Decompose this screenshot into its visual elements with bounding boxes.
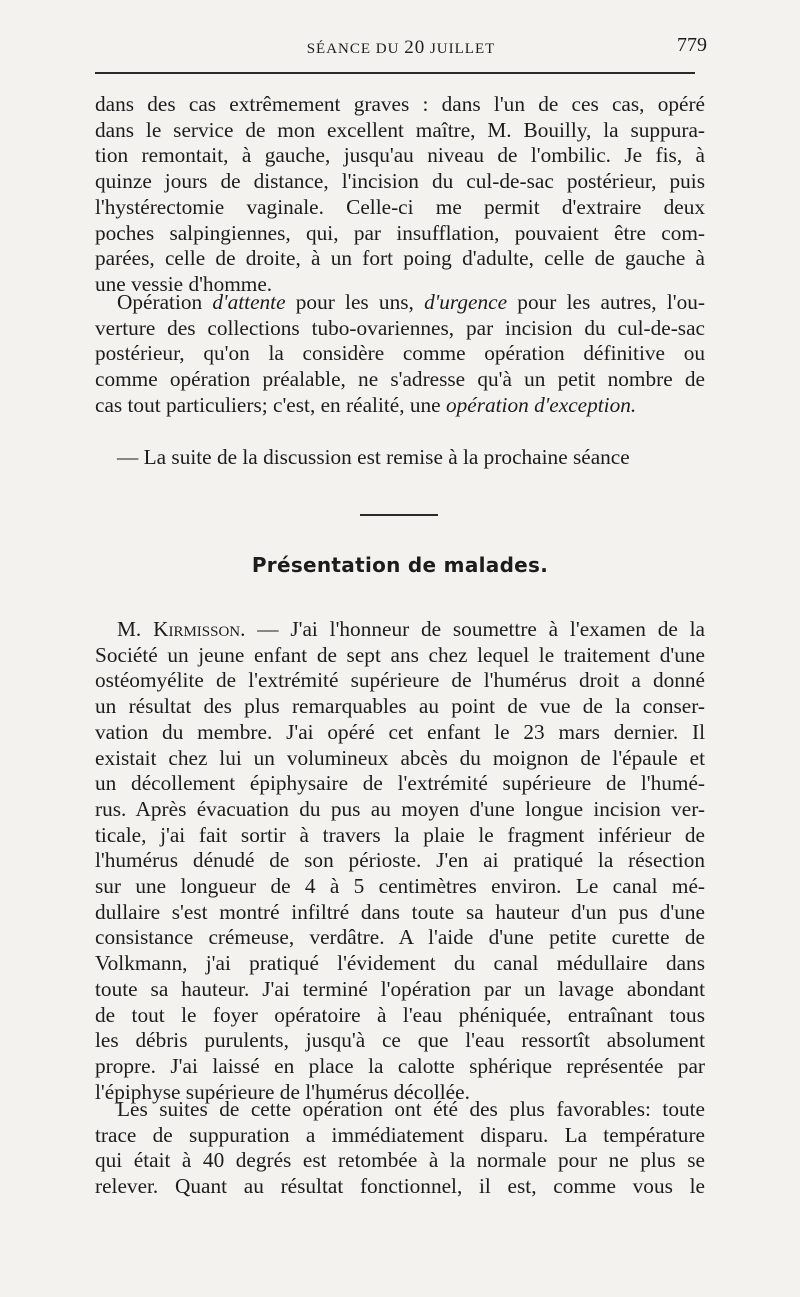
text-line: existait chez lui un volumineux abcès du moignon de l'épaule et (95, 745, 705, 770)
running-head-title-part: SÉANCE DU (306, 41, 405, 57)
text-line: Société un jeune enfant de sept ans chez lequel le traitement d'une (95, 642, 705, 667)
paragraph-kirmisson (95, 617, 705, 1105)
paragraph-continued (95, 92, 705, 298)
text-line (95, 393, 705, 419)
text-line: ostéomyélite de l'extrémité supérieure de l'humérus droit a donné (95, 668, 705, 693)
text-line: postérieur, qu'on la considère comme opération définitive ou (95, 341, 705, 366)
text-line: toute sa hauteur. J'ai terminé l'opération par un lavage abondant (95, 976, 705, 1001)
text-line: consistance crémeuse, verdâtre. A l'aide d'une petite curette de (95, 925, 705, 950)
text-run: — J'ai l'honneur de soumettre à l'examen de la (245, 617, 705, 641)
section-heading: Présentation de malades. (251, 553, 549, 577)
running-head-title (95, 37, 707, 59)
text-line: parées, celle de droite, à un fort poing d'adulte, celle de gauche à (95, 246, 705, 271)
paragraph-suites (95, 1097, 705, 1200)
paragraph-operation (95, 290, 705, 419)
text-line: une vessie d'homme. (95, 271, 273, 296)
text-line: sur une longueur de 4 à 5 centimètres environ. Le canal mé- (95, 874, 705, 899)
italic-term: opération d'exception. (445, 392, 637, 417)
page-number: 779 (677, 34, 707, 56)
running-head-title-part: JUILLET (425, 41, 496, 57)
text-line: Les suites de cette opération ont été des plus favorables: toute (117, 1097, 705, 1121)
text-line: propre. J'ai laissé en place la calotte sphérique représentée par (95, 1053, 705, 1078)
text-line: poches salpingiennes, qui, par insufflation, pouvaient être com- (95, 220, 705, 245)
text-line: relever. Quant au résultat fonctionnel, il est, comme vous le (95, 1174, 705, 1199)
italic-term: d'attente (212, 290, 286, 314)
header-rule (95, 72, 695, 74)
text-run: Opération (117, 290, 213, 314)
italic-term: d'urgence (424, 290, 508, 314)
text-run: pour les uns, (285, 290, 425, 314)
running-head-date-number: 20 (404, 37, 426, 58)
text-line: tion remontait, à gauche, jusqu'au niveau de l'ombilic. Je fis, à (95, 143, 705, 168)
section-separator (360, 514, 438, 516)
text-line: comme opération préalable, ne s'adresse qu'à un petit nombre de (95, 367, 705, 392)
text-line: dullaire s'est montré infiltré dans toute sa hauteur d'un pus d'une (95, 899, 705, 924)
text-line: rus. Après évacuation du pus au moyen d'une longue incision ver- (95, 796, 705, 821)
text-line: ticale, j'ai fait sortir à travers la plaie le fragment inférieur de (95, 822, 705, 847)
text-line: un résultat des plus remarquables au point de vue de la conser- (95, 694, 705, 719)
text-line (95, 617, 705, 643)
text-line: trace de suppuration a immédiatement disparu. La température (95, 1122, 705, 1147)
text-line: verture des collections tubo-ovariennes, par incision du cul-de-sac (95, 315, 705, 340)
text-run: pour les autres, l'ou- (507, 290, 705, 314)
text-line (95, 290, 705, 316)
text-line: Volkmann, j'ai pratiqué l'évidement du canal médullaire dans (95, 951, 705, 976)
text-line: dans le service de mon excellent maître, M. Bouilly, la suppura- (95, 117, 705, 142)
text-line: l'épiphyse supérieure de l'humérus décollée. (95, 1079, 470, 1104)
discussion-note: — La suite de la discussion est remise à la prochaine séance (117, 445, 630, 469)
text-line: qui était à 40 degrés est retombée à la normale pour ne plus se (95, 1148, 705, 1173)
text-line: vation du membre. J'ai opéré cet enfant le 23 mars dernier. Il (95, 719, 705, 744)
speaker-name: M. Kirmisson. (117, 617, 246, 641)
text-line: quinze jours de distance, l'incision du cul-de-sac postérieur, puis (95, 169, 705, 194)
running-head (95, 34, 707, 58)
text-line: un décollement épiphysaire de l'extrémité supérieure de l'humé- (95, 771, 705, 796)
text-run: cas tout particuliers; c'est, en réalité, une (95, 392, 446, 417)
text-line: de tout le foyer opératoire à l'eau phéniquée, entraînant tous (95, 1002, 705, 1027)
text-line: l'humérus dénudé de son périoste. J'en ai pratiqué la résection (95, 848, 705, 873)
text-line: les débris purulents, jusqu'à ce que l'eau ressortît absolument (95, 1028, 705, 1053)
text-line: dans des cas extrêmement graves : dans l'un de ces cas, opéré (95, 92, 705, 116)
text-line: l'hystérectomie vaginale. Celle-ci me permit d'extraire deux (95, 194, 705, 219)
